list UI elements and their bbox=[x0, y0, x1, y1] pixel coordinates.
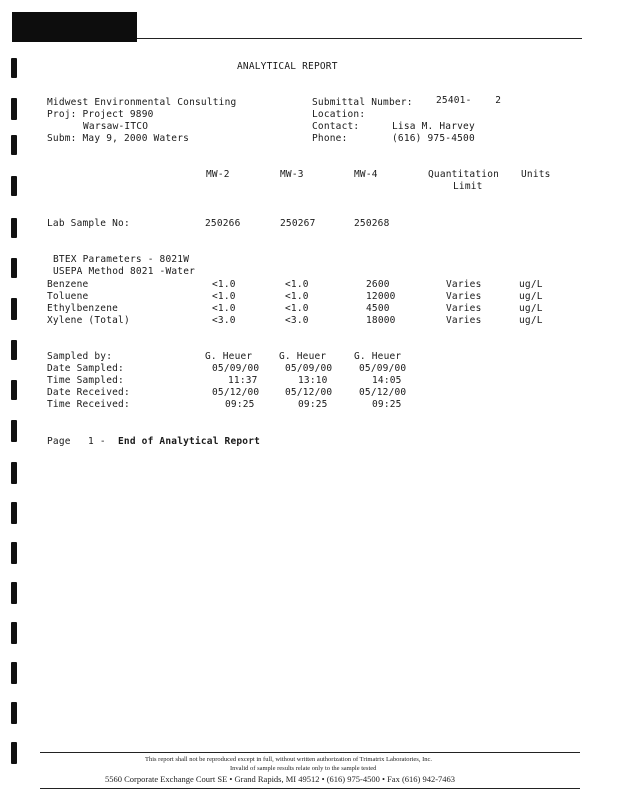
sampling-mw2: 05/12/00 bbox=[212, 387, 260, 398]
result-mw4: 12000 bbox=[366, 291, 396, 302]
result-mw4: 2600 bbox=[366, 279, 390, 290]
lab-address: 5560 Corporate Exchange Court SE • Grand Rapids, MI 49512 • (616) 975-4500 • Fax (616) 942-7463 bbox=[105, 774, 456, 784]
binder-hole bbox=[11, 298, 17, 320]
sampling-label: Date Sampled: bbox=[47, 363, 124, 374]
binder-hole bbox=[11, 380, 17, 400]
client-company: Midwest Environmental Consulting bbox=[47, 97, 237, 108]
binder-hole bbox=[11, 218, 17, 238]
result-limit: Varies bbox=[446, 279, 482, 290]
binder-hole bbox=[11, 420, 17, 442]
result-mw4: 4500 bbox=[366, 303, 390, 314]
footer-bottom-rule bbox=[40, 788, 580, 789]
result-units: ug/L bbox=[519, 279, 543, 290]
result-units: ug/L bbox=[519, 303, 543, 314]
result-mw2: <3.0 bbox=[212, 315, 236, 326]
binder-hole bbox=[11, 622, 17, 644]
binder-hole bbox=[11, 258, 17, 278]
result-mw3: <1.0 bbox=[285, 303, 309, 314]
result-mw2: <1.0 bbox=[212, 303, 236, 314]
sampling-label: Time Sampled: bbox=[47, 375, 124, 386]
lab-sample-mw2: 250266 bbox=[205, 218, 241, 229]
sampling-mw3: 09:25 bbox=[298, 399, 328, 410]
client-submittal-date: Subm: May 9, 2000 Waters bbox=[47, 133, 190, 144]
contact-value: Lisa M. Harvey bbox=[392, 121, 475, 132]
result-limit: Varies bbox=[446, 315, 482, 326]
binder-hole bbox=[11, 702, 17, 724]
column-header-limit: Limit bbox=[453, 181, 483, 192]
binder-hole bbox=[11, 502, 17, 524]
client-project: Proj: Project 9890 bbox=[47, 109, 154, 120]
page-label: Page bbox=[47, 436, 71, 447]
sampling-label: Date Received: bbox=[47, 387, 130, 398]
binder-hole bbox=[11, 742, 17, 764]
sampling-mw2: 09:25 bbox=[225, 399, 255, 410]
result-mw2: <1.0 bbox=[212, 279, 236, 290]
result-limit: Varies bbox=[446, 303, 482, 314]
disclaimer-line: This report shall not be reproduced except in full, without written authorization of Trimatrix Laboratories, Inc. bbox=[145, 756, 433, 763]
result-limit: Varies bbox=[446, 291, 482, 302]
binder-hole bbox=[11, 58, 17, 78]
end-of-report: End of Analytical Report bbox=[118, 436, 261, 447]
analyte-name: Xylene (Total) bbox=[47, 315, 130, 326]
result-units: ug/L bbox=[519, 315, 543, 326]
sampling-mw4: 05/12/00 bbox=[359, 387, 407, 398]
contact-label: Contact: bbox=[312, 121, 360, 132]
sampling-mw4: 09:25 bbox=[372, 399, 402, 410]
sampling-mw4: 05/09/00 bbox=[359, 363, 407, 374]
column-header-quantitation: Quantitation bbox=[428, 169, 500, 180]
result-mw3: <3.0 bbox=[285, 315, 309, 326]
binder-hole bbox=[11, 662, 17, 684]
result-mw4: 18000 bbox=[366, 315, 396, 326]
analyte-name: Benzene bbox=[47, 279, 89, 290]
lab-sample-mw4: 250268 bbox=[354, 218, 390, 229]
method-subtitle: USEPA Method 8021 -Water bbox=[53, 266, 196, 277]
binder-hole bbox=[11, 542, 17, 564]
location-label: Location: bbox=[312, 109, 366, 120]
sampling-mw2: 05/09/00 bbox=[212, 363, 260, 374]
binder-hole bbox=[11, 462, 17, 484]
submittal-number-label: Submittal Number: bbox=[312, 97, 413, 108]
binder-hole bbox=[11, 176, 17, 196]
sampling-label: Time Received: bbox=[47, 399, 130, 410]
result-units: ug/L bbox=[519, 291, 543, 302]
header-rule bbox=[137, 38, 582, 39]
phone-value: (616) 975-4500 bbox=[392, 133, 475, 144]
phone-label: Phone: bbox=[312, 133, 348, 144]
sampling-mw2: G. Heuer bbox=[205, 351, 253, 362]
disclaimer-subline: Invalid of sample results relate only to the sample tested bbox=[230, 765, 377, 772]
binder-hole bbox=[11, 98, 17, 120]
binder-hole bbox=[11, 340, 17, 360]
sampling-mw4: 14:05 bbox=[372, 375, 402, 386]
binder-hole bbox=[11, 582, 17, 604]
footer-rule bbox=[40, 752, 580, 753]
sampling-mw3: 05/09/00 bbox=[285, 363, 333, 374]
sampling-mw3: 13:10 bbox=[298, 375, 328, 386]
column-header-mw2: MW-2 bbox=[206, 169, 230, 180]
result-mw3: <1.0 bbox=[285, 279, 309, 290]
lab-sample-mw3: 250267 bbox=[280, 218, 316, 229]
column-header-mw4: MW-4 bbox=[354, 169, 378, 180]
redacted-logo-block bbox=[12, 12, 137, 42]
sampling-mw4: G. Heuer bbox=[354, 351, 402, 362]
method-title: BTEX Parameters - 8021W bbox=[53, 254, 190, 265]
analyte-name: Ethylbenzene bbox=[47, 303, 119, 314]
sampling-mw3: G. Heuer bbox=[279, 351, 327, 362]
sampling-label: Sampled by: bbox=[47, 351, 113, 362]
binder-hole bbox=[11, 135, 17, 155]
page-number: 1 - bbox=[88, 436, 106, 447]
lab-sample-label: Lab Sample No: bbox=[47, 218, 130, 229]
column-header-units: Units bbox=[521, 169, 551, 180]
analyte-name: Toluene bbox=[47, 291, 89, 302]
result-mw3: <1.0 bbox=[285, 291, 309, 302]
submittal-number-value: 25401- 2 bbox=[436, 95, 502, 106]
report-title: ANALYTICAL REPORT bbox=[237, 61, 338, 72]
sampling-mw2: 11:37 bbox=[228, 375, 258, 386]
sampling-mw3: 05/12/00 bbox=[285, 387, 333, 398]
column-header-mw3: MW-3 bbox=[280, 169, 304, 180]
client-site: Warsaw-ITCO bbox=[83, 121, 149, 132]
result-mw2: <1.0 bbox=[212, 291, 236, 302]
